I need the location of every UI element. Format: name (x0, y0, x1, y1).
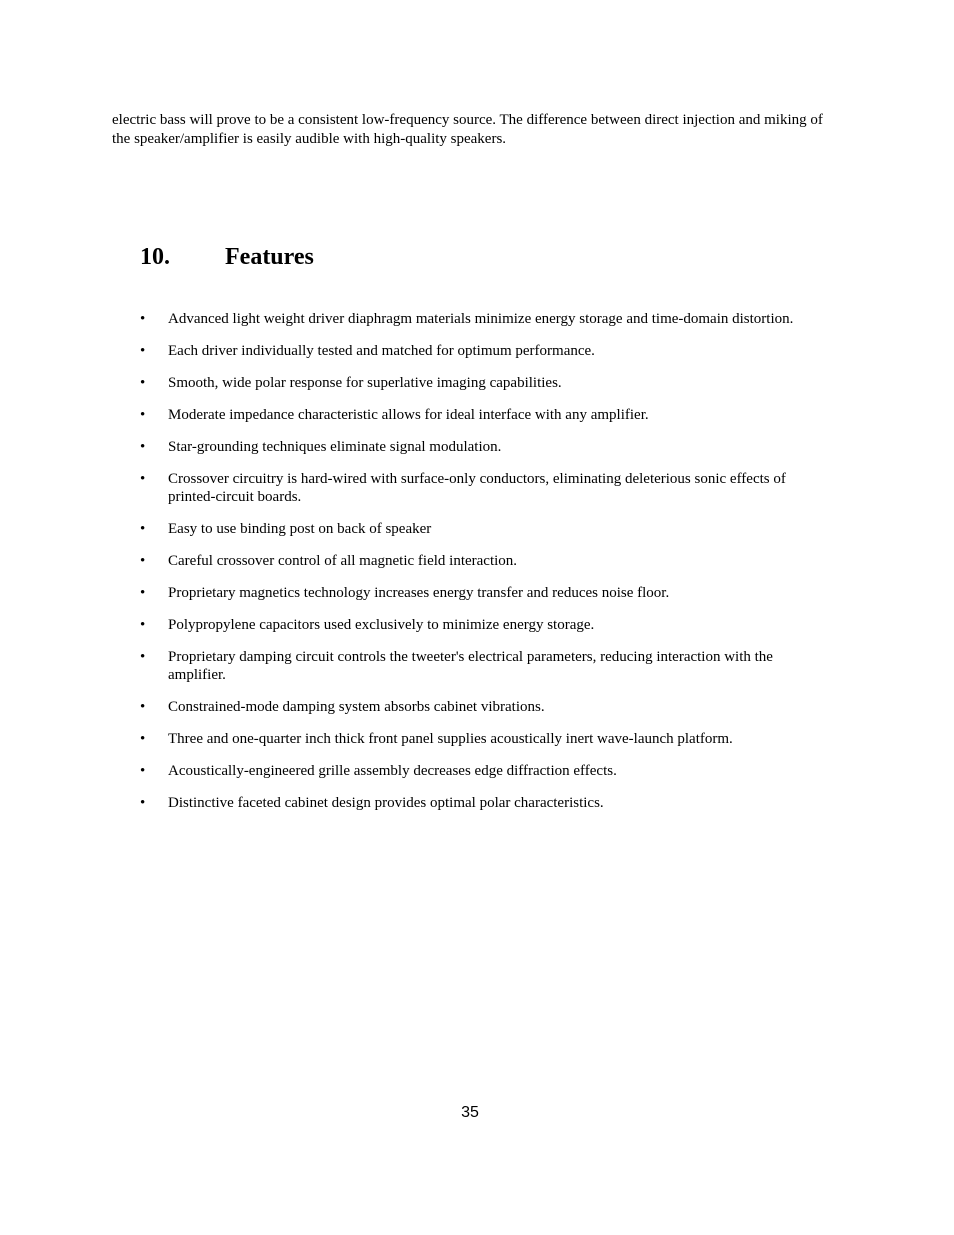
bullet-icon: • (140, 375, 146, 391)
bullet-icon: • (140, 649, 146, 665)
feature-text: Distinctive faceted cabinet design provides optimal polar characteristics. (168, 795, 604, 811)
bullet-icon: • (140, 471, 146, 487)
bullet-icon: • (140, 439, 146, 455)
section-heading (140, 241, 314, 273)
feature-text: Three and one-quarter inch thick front panel supplies acoustically inert wave-launch platform. (168, 731, 733, 747)
feature-item (140, 584, 830, 602)
bullet-icon: • (140, 407, 146, 423)
bullet-icon: • (140, 343, 146, 359)
feature-item (140, 794, 830, 812)
feature-item (140, 342, 830, 360)
section-title: Features (225, 244, 314, 270)
feature-text: Constrained-mode damping system absorbs cabinet vibrations. (168, 699, 545, 715)
bullet-icon: • (140, 763, 146, 779)
bullet-icon: • (140, 311, 146, 327)
feature-text: Proprietary damping circuit controls the tweeter's electrical parameters, reducing interaction with the amplifier. (168, 649, 773, 683)
bullet-icon: • (140, 617, 146, 633)
feature-item (140, 552, 830, 570)
feature-text: Smooth, wide polar response for superlative imaging capabilities. (168, 375, 562, 391)
bullet-icon: • (140, 731, 146, 747)
bullet-icon: • (140, 795, 146, 811)
feature-text: Acoustically-engineered grille assembly decreases edge diffraction effects. (168, 763, 617, 779)
feature-item (140, 310, 830, 328)
feature-item (140, 520, 830, 538)
feature-text: Crossover circuitry is hard-wired with surface-only conductors, eliminating deleterious sonic effects of printed-circuit boards. (168, 471, 786, 505)
feature-item (140, 616, 830, 634)
feature-item (140, 648, 830, 684)
feature-item (140, 470, 830, 506)
feature-text: Easy to use binding post on back of speaker (168, 521, 432, 537)
feature-text: Moderate impedance characteristic allows for ideal interface with any amplifier. (168, 407, 649, 423)
feature-item (140, 730, 830, 748)
feature-text: Star-grounding techniques eliminate signal modulation. (168, 439, 502, 455)
features-list (140, 310, 830, 826)
feature-item (140, 374, 830, 392)
bullet-icon: • (140, 585, 146, 601)
feature-text: Careful crossover control of all magnetic field interaction. (168, 553, 518, 569)
bullet-icon: • (140, 553, 146, 569)
feature-text: Each driver individually tested and matched for optimum performance. (168, 343, 595, 359)
bullet-icon: • (140, 699, 146, 715)
page-number: 35 (461, 1104, 479, 1121)
section-number: 10. (140, 244, 170, 270)
feature-item (140, 406, 830, 424)
intro-paragraph: electric bass will prove to be a consistent low-frequency source. The difference between direct injection and miking of the speaker/amplifier is easily audible with high-quality speakers. (112, 112, 823, 147)
feature-item (140, 762, 830, 780)
feature-text: Proprietary magnetics technology increases energy transfer and reduces noise floor. (168, 585, 670, 601)
feature-text: Advanced light weight driver diaphragm materials minimize energy storage and time-domain distortion. (168, 311, 794, 327)
feature-item (140, 698, 830, 716)
bullet-icon: • (140, 521, 146, 537)
feature-item (140, 438, 830, 456)
feature-text: Polypropylene capacitors used exclusively to minimize energy storage. (168, 617, 595, 633)
